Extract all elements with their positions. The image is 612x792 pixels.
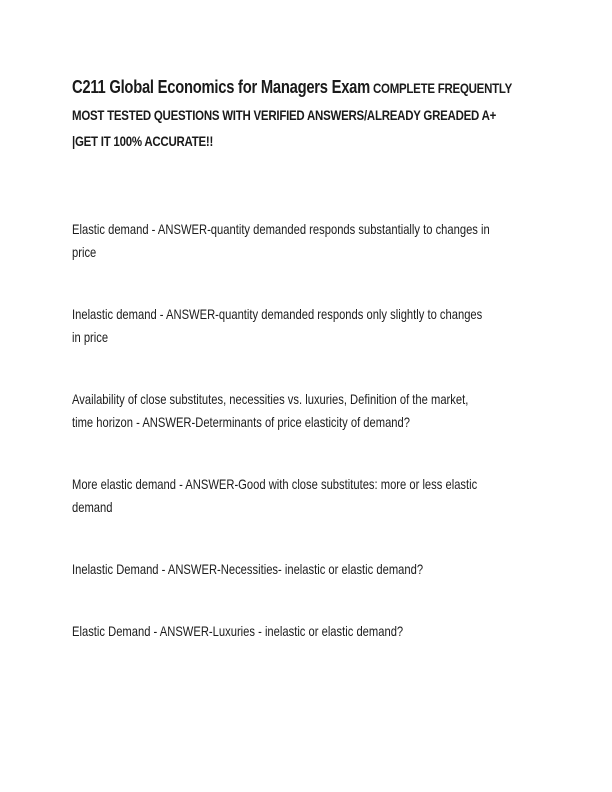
qa-item-4-line-2: demand bbox=[72, 499, 113, 515]
document-header bbox=[72, 74, 542, 154]
qa-item-6 bbox=[72, 620, 542, 643]
qa-item-3-line-1: Availability of close substitutes, necessities vs. luxuries, Definition of the market, bbox=[72, 391, 469, 407]
qa-item-6-line-1: Elastic Demand - ANSWER-Luxuries - inelastic or elastic demand? bbox=[72, 623, 404, 639]
qa-item-1 bbox=[72, 218, 542, 264]
header-line-2: MOST TESTED QUESTIONS WITH VERIFIED ANSWERS/ALREADY GREADED A+ bbox=[72, 107, 497, 123]
qa-item-1-line-1: Elastic demand - ANSWER-quantity demanded responds substantially to changes in bbox=[72, 221, 490, 237]
course-title: C211 Global Economics for Managers Exam bbox=[72, 77, 371, 97]
qa-item-3 bbox=[72, 388, 542, 434]
header-line-1-tail: COMPLETE FREQUENTLY bbox=[370, 80, 513, 96]
header-line-1 bbox=[72, 74, 513, 102]
qa-item-3-line-2: time horizon - ANSWER-Determinants of price elasticity of demand? bbox=[72, 414, 410, 430]
qa-item-1-line-2: price bbox=[72, 244, 97, 260]
qa-item-5 bbox=[72, 558, 542, 581]
qa-item-5-line-1: Inelastic Demand - ANSWER-Necessities- inelastic or elastic demand? bbox=[72, 561, 424, 577]
qa-item-2 bbox=[72, 303, 542, 349]
qa-item-4 bbox=[72, 473, 542, 519]
header-line-3: |GET IT 100% ACCURATE!! bbox=[72, 133, 214, 149]
qa-item-4-line-1: More elastic demand - ANSWER-Good with close substitutes: more or less elastic bbox=[72, 476, 478, 492]
qa-item-2-line-2: in price bbox=[72, 329, 109, 345]
qa-item-2-line-1: Inelastic demand - ANSWER-quantity demanded responds only slightly to changes bbox=[72, 306, 483, 322]
